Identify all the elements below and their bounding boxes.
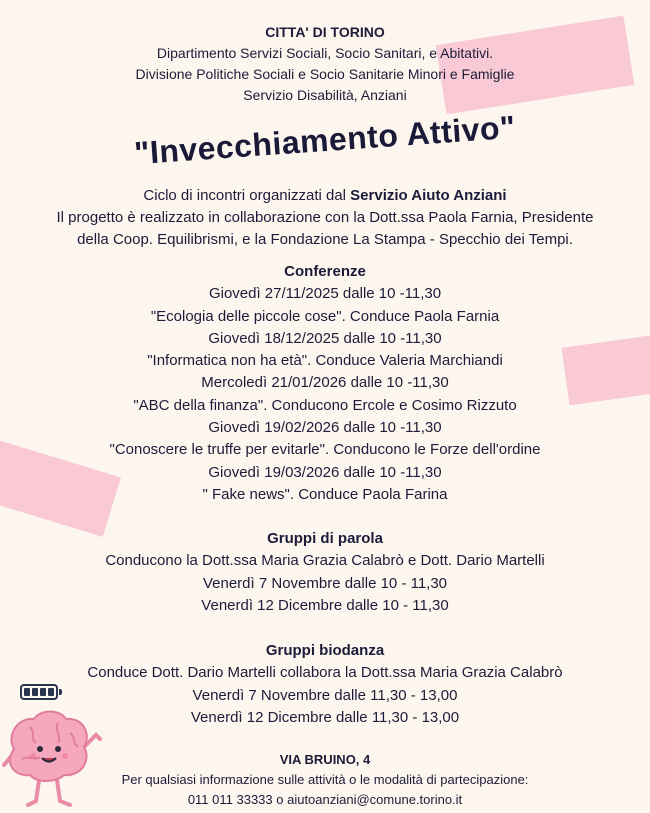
list-item: Conducono la Dott.ssa Maria Grazia Calabrò e Dott. Dario Martelli: [105, 552, 545, 570]
intro: [0, 185, 650, 251]
gruppi-parola-section: [0, 528, 650, 617]
page-title: "Invecchiamento Attivo": [133, 108, 517, 172]
contact-line: 011 011 33333 o aiutoanziani@comune.torino.it: [187, 792, 463, 807]
conferenze-section: [0, 261, 650, 506]
list-item: Giovedì 19/03/2026 dalle 10 -11,30: [208, 463, 442, 481]
header: [0, 22, 650, 106]
list-item: Mercoledì 21/01/2026 dalle 10 -11,30: [201, 374, 449, 392]
list-item: "Informatica non ha età". Conduce Valeria Marchiandi: [147, 352, 503, 370]
list-item: "ABC della finanza". Conducono Ercole e Cosimo Rizzuto: [133, 396, 517, 414]
footer: [0, 750, 650, 810]
service-line: Servizio Disabilità, Anziani: [243, 87, 407, 103]
list-item: Giovedì 18/12/2025 dalle 10 -11,30: [208, 329, 442, 347]
city-name: CITTA' DI TORINO: [265, 24, 385, 40]
intro-line-2: Il progetto è realizzato in collaborazione con la Dott.ssa Paola Farnia, Presidente: [56, 209, 594, 226]
division-line: Divisione Politiche Sociali e Socio Sanitarie Minori e Famiglie: [135, 66, 515, 82]
list-item: Venerdì 7 Novembre dalle 10 - 11,30: [202, 574, 448, 592]
list-item: "Ecologia delle piccole cose". Conduce Paola Farnia: [150, 307, 500, 325]
list-item: Venerdì 12 Dicembre dalle 11,30 - 13,00: [190, 708, 460, 726]
list-item: "Conoscere le truffe per evitarle". Conducono le Forze dell'ordine: [109, 441, 541, 459]
intro-line-3: della Coop. Equilibrismi, e la Fondazione La Stampa - Specchio dei Tempi.: [77, 231, 573, 248]
list-item: Giovedì 27/11/2025 dalle 10 -11,30: [208, 285, 442, 303]
list-item: Venerdì 12 Dicembre dalle 10 - 11,30: [201, 596, 449, 614]
service-name: Servizio Aiuto Anziani: [350, 187, 507, 204]
list-item: Giovedì 19/02/2026 dalle 10 -11,30: [208, 419, 442, 437]
list-item: " Fake news". Conduce Paola Farina: [202, 485, 448, 503]
section-heading: Gruppi biodanza: [265, 642, 385, 659]
section-heading: Gruppi di parola: [267, 530, 383, 547]
section-heading: Conferenze: [284, 263, 366, 280]
intro-prefix: Ciclo di incontri organizzati dal: [143, 187, 351, 204]
list-item: Conduce Dott. Dario Martelli collabora la Dott.ssa Maria Grazia Calabrò: [87, 664, 563, 682]
battery-icon: [20, 684, 58, 700]
list-item: Venerdì 7 Novembre dalle 11,30 - 13,00: [192, 686, 458, 704]
address: VIA BRUINO, 4: [279, 752, 371, 767]
info-line: Per qualsiasi informazione sulle attività o le modalità di partecipazione:: [121, 772, 529, 787]
department-line: Dipartimento Servizi Sociali, Socio Sanitari, e Abitativi.: [156, 45, 494, 61]
intro-line-1: [0, 185, 650, 207]
